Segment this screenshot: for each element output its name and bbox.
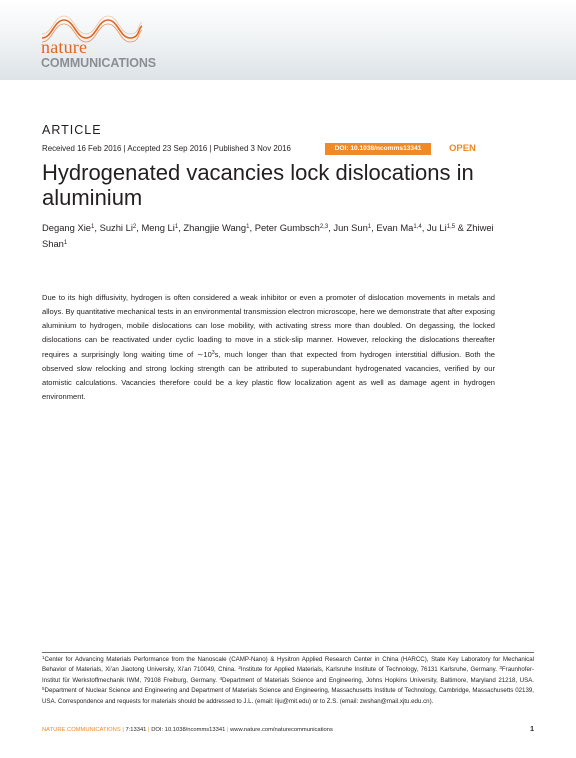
footer-separator: | bbox=[226, 727, 229, 733]
author-name[interactable]: Meng Li bbox=[141, 222, 175, 233]
affiliation-number: 4 bbox=[219, 675, 223, 681]
author-separator: , bbox=[94, 222, 100, 233]
article-title: Hydrogenated vacancies lock dislocations in aluminium bbox=[42, 160, 474, 210]
author-affiliation-number: 2 bbox=[132, 224, 137, 230]
author-separator: , bbox=[421, 222, 427, 233]
doi-badge[interactable]: DOI: 10.1038/ncomms13341 bbox=[325, 143, 431, 155]
abstract-text-part2: s, much longer than that expected from hydrogen interstitial diffusion. Both the observed slow relocking and strong locking strength can be attributed to superabundant hydrogenated vacancies, verified by our atomistic calculations. Vacancies therefore could be a key plastic flow localization agent as well as damage agent in hydrogen environment. bbox=[42, 349, 495, 402]
abstract-exponent: 3 bbox=[211, 349, 215, 356]
affiliation-number: 3 bbox=[499, 665, 502, 671]
author-affiliation-number: 1 bbox=[91, 224, 95, 230]
author-name[interactable]: Peter Gumbsch bbox=[254, 222, 320, 233]
author-name[interactable]: Jun Sun bbox=[333, 222, 368, 233]
author-separator: , bbox=[328, 222, 334, 233]
author-separator: & bbox=[455, 222, 467, 233]
author-name[interactable]: Suzhi Li bbox=[99, 222, 133, 233]
abstract bbox=[42, 291, 495, 404]
author-affiliation-number: 1 bbox=[63, 240, 68, 246]
publication-dates: Received 16 Feb 2016 | Accepted 23 Sep 2016 | Published 3 Nov 2016 bbox=[42, 144, 291, 153]
author-affiliation-number: 1 bbox=[174, 224, 179, 230]
author-separator: , bbox=[371, 222, 377, 233]
author-name[interactable]: Degang Xie bbox=[42, 222, 91, 233]
affiliation-number: 5 bbox=[42, 686, 45, 692]
footer-separator: | bbox=[122, 727, 124, 733]
footer-separator: | bbox=[148, 727, 150, 733]
footer-journal-name: NATURE COMMUNICATIONS bbox=[42, 727, 121, 733]
affiliation-number: 1 bbox=[42, 655, 45, 660]
author-name[interactable]: Zhangjie Wang bbox=[183, 222, 247, 233]
footer-doi[interactable]: DOI: 10.1038/ncomms13341 bbox=[151, 727, 226, 733]
author-separator: , bbox=[249, 222, 255, 233]
page-number: 1 bbox=[530, 726, 534, 733]
author-list bbox=[42, 220, 512, 252]
author-name[interactable]: Ju Li bbox=[426, 222, 447, 233]
affiliations-divider bbox=[42, 652, 534, 653]
author-separator: , bbox=[178, 222, 184, 233]
author-separator: , bbox=[136, 222, 142, 233]
footer-website[interactable]: www.nature.com/naturecommunications bbox=[230, 727, 333, 733]
affiliation-text: Fraunhofer-Institut für Werkstoffmechanik IWM, 79108 Freiburg, Germany. bbox=[42, 666, 535, 684]
author-name[interactable]: Zhiwei Shan bbox=[42, 222, 494, 249]
affiliations bbox=[42, 655, 534, 707]
affiliation-text: Department of Materials Science and Engineering, Johns Hopkins University, Baltimore, Maryland 21218, USA. bbox=[222, 676, 534, 684]
affiliation-text: Department of Nuclear Science and Engineering and Department of Materials Science and Engineering, Massachusetts Institute of Technology, Cambridge, Massachusetts 02139, USA. bbox=[42, 687, 534, 705]
author-affiliation-number: 2,3 bbox=[319, 224, 329, 230]
affiliation-number: 2 bbox=[238, 665, 241, 671]
journal-masthead bbox=[0, 0, 576, 80]
logo-communications-text: COMMUNICATIONS bbox=[41, 56, 157, 70]
logo-nature-text: nature bbox=[41, 37, 88, 57]
author-affiliation-number: 1 bbox=[367, 224, 372, 230]
affiliation-text: Center for Advancing Materials Performance from the Nanoscale (CAMP-Nano) & Hysitron Applied Research Center in China (HARCC), State Key Laboratory for Mechanical Behavior of Materials, Xi’an Jiaotong University, Xi’an 710049, China. bbox=[42, 656, 534, 674]
abstract-text-part1: Due to its high diffusivity, hydrogen is often considered a weak inhibitor or even a promoter of dislocation movements in metals and alloys. By quantitative mechanical tests in an environmental transmission electron microscope, here we demonstrate that after exposing aluminium to hydrogen, mobile dislocations can lose mobility, with activating stress more than doubled. On degassing, the locked dislocations can be reactivated under cyclic loading to move in a stick-slip manner. However, relocking the dislocations thereafter requires a surprisingly long waiting time of ∼10 bbox=[42, 293, 495, 359]
author-affiliation-number: 1,4 bbox=[413, 224, 422, 230]
footer-article-number: 7:13341 bbox=[125, 727, 147, 733]
page-footer bbox=[42, 727, 534, 733]
author-affiliation-number: 1 bbox=[246, 224, 250, 230]
author-affiliation-number: 1,5 bbox=[446, 224, 456, 230]
article-type-label: ARTICLE bbox=[42, 123, 102, 137]
correspondence-note: Correspondence and requests for materials should be addressed to J.L. (email: liju@mit.edu) or to Z.S. (email: zwshan@mail.xjtu.edu.cn). bbox=[58, 697, 434, 705]
open-access-label: OPEN bbox=[449, 143, 476, 154]
author-name[interactable]: Evan Ma bbox=[376, 222, 414, 233]
affiliation-text: Institute for Applied Materials, Karlsruhe Institute of Technology, 76131 Karlsruhe, Germany. bbox=[240, 666, 500, 674]
